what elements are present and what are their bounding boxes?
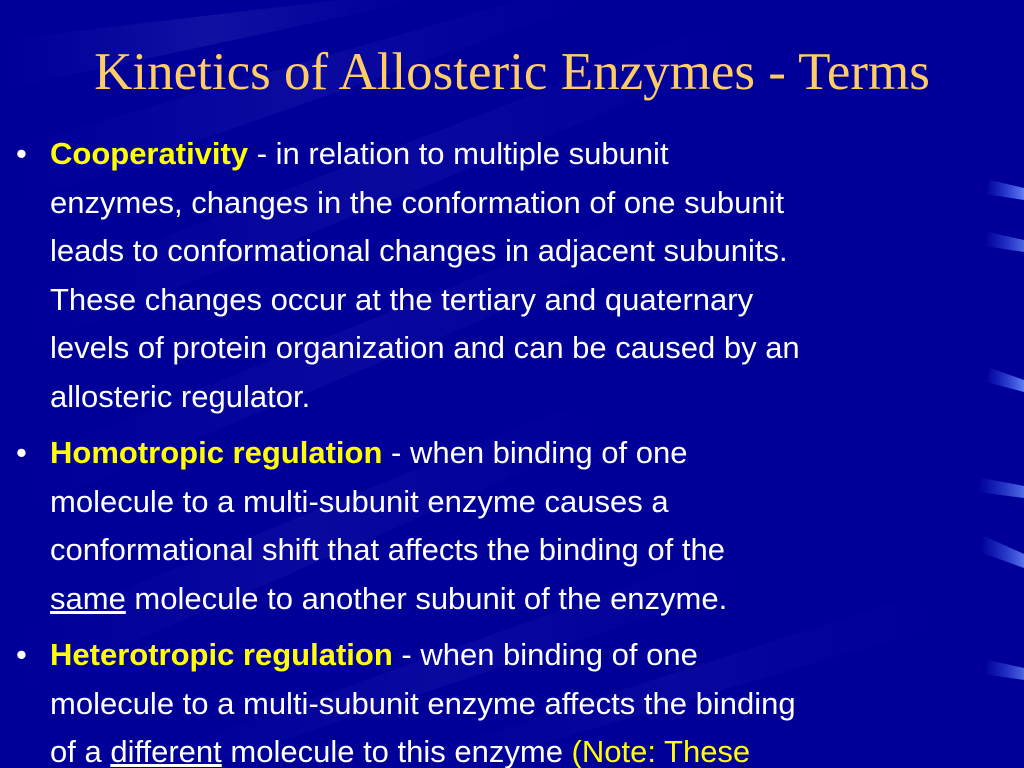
definition-line: allosteric regulator. — [50, 378, 311, 414]
bullet-list — [0, 130, 1024, 768]
definition-text: of a — [50, 734, 111, 768]
bullet-line — [50, 130, 1018, 179]
bullet-dot-icon: • — [16, 435, 27, 470]
bullet-cooperativity — [0, 130, 1024, 421]
definition-line: molecule to a multi-subunit enzyme affects the binding — [50, 685, 796, 721]
definition-line — [50, 575, 1018, 624]
bullet-homotropic-regulation — [0, 429, 1024, 623]
term-homotropic-regulation: Homotropic regulation — [50, 435, 383, 470]
bullet-line — [50, 429, 1018, 478]
definition-line: molecule to a multi-subunit enzyme causes a — [50, 483, 669, 519]
definition-text: molecule to another subunit of the enzyme. — [125, 580, 728, 616]
note-text: (Note: These — [571, 734, 751, 768]
bullet-dot-icon: • — [16, 136, 27, 171]
definition-line: These changes occur at the tertiary and quaternary — [50, 281, 754, 317]
definition-text: when binding of one — [420, 637, 698, 672]
emphasis-same: same — [50, 580, 126, 616]
slide-title: Kinetics of Allosteric Enzymes - Terms — [94, 43, 930, 101]
bullet-line — [50, 631, 1018, 680]
definition-text: when binding of one — [409, 435, 688, 470]
term-heterotropic-regulation: Heterotropic regulation — [50, 637, 393, 672]
bullet-dot-icon: • — [16, 637, 27, 672]
term-separator: - — [382, 435, 410, 470]
definition-line: levels of protein organization and can be caused by an — [50, 330, 800, 365]
definition-line: leads to conformational changes in adjacent subunits. — [50, 233, 788, 268]
emphasis-different: different — [110, 734, 222, 768]
definition-text: molecule to this enzyme — [221, 734, 572, 768]
term-cooperativity: Cooperativity — [50, 136, 249, 171]
term-separator: - — [392, 637, 421, 672]
definition-line: enzymes, changes in the conformation of one subunit — [50, 184, 785, 220]
definition-line: conformational shift that affects the binding of the — [50, 532, 725, 567]
definition-text: in relation to multiple subunit — [275, 136, 669, 171]
definition-line — [50, 728, 1018, 768]
bullet-heterotropic-regulation — [0, 631, 1024, 768]
term-separator: - — [248, 136, 276, 171]
